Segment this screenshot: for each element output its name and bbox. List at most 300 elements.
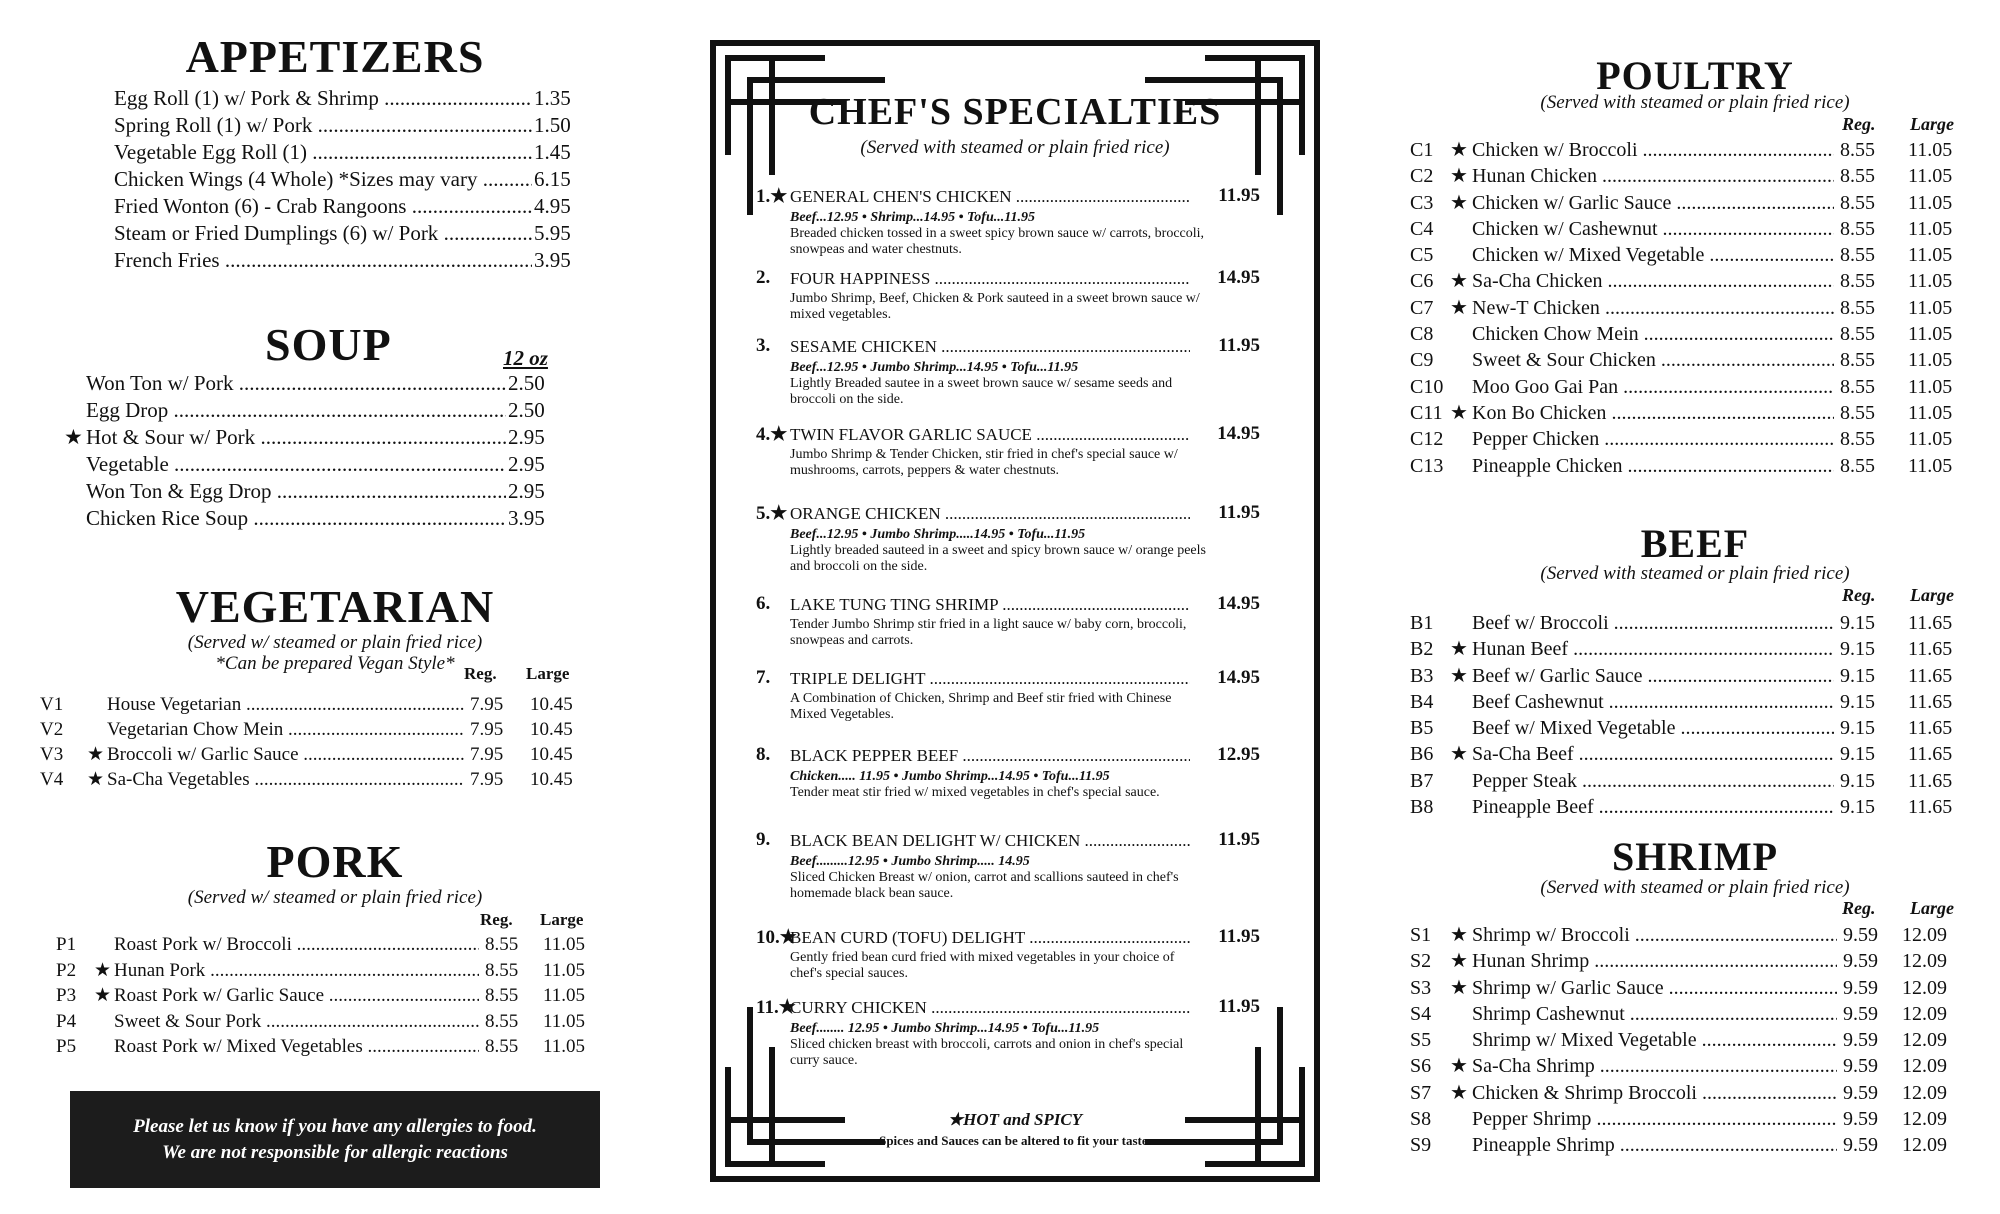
poultry-item-name: Moo Goo Gai Pan .....	[1472, 374, 1834, 400]
pork-item-large: 11.05	[543, 959, 586, 981]
appetizers-item	[114, 112, 572, 139]
poultry-item-reg: 8.55	[1840, 217, 1875, 240]
poultry-item-code: C4	[1410, 217, 1434, 240]
beef-item-reg: 9.15	[1840, 612, 1875, 634]
shrimp-item-reg: 9.59	[1843, 1055, 1878, 1078]
shrimp-item-reg: 9.59	[1843, 1134, 1878, 1157]
beef-item	[1410, 610, 1970, 636]
poultry-item-name: Chicken w/ Broccoli .....	[1472, 137, 1834, 163]
shrimp-item	[1410, 922, 1970, 948]
appetizers-item-price: 1.50	[534, 113, 571, 137]
beef-item	[1410, 794, 1970, 820]
poultry-list	[1410, 137, 1970, 479]
beef-item-large: 11.65	[1908, 664, 1953, 687]
appetizers-item-price: 4.95	[534, 194, 571, 218]
shrimp-item-large: 12.09	[1902, 1029, 1947, 1052]
shrimp-subtitle: (Served with steamed or plain fried rice)	[1540, 877, 1850, 898]
poultry-item-large: 11.05	[1908, 165, 1953, 188]
vegetarian-item	[40, 742, 585, 767]
soup-list	[64, 370, 559, 532]
poultry-item-code: C13	[1410, 454, 1444, 477]
soup-item-price: 2.95	[508, 425, 545, 449]
specialty-name: LAKE TUNG TING SHRIMP .....	[790, 595, 1190, 615]
poultry-item	[1410, 321, 1970, 347]
poultry-item-large: 11.05	[1908, 270, 1953, 293]
poultry-item-name: Pepper Chicken .....	[1472, 426, 1834, 452]
poultry-item-reg: 8.55	[1840, 349, 1875, 372]
shrimp-item-name: Pepper Shrimp .....	[1472, 1106, 1837, 1132]
pork-item-code: P2	[56, 959, 77, 981]
beef-item-code: B4	[1410, 690, 1434, 713]
poultry-item-reg: 8.55	[1840, 165, 1875, 188]
specialty-price: 11.95	[1214, 829, 1260, 851]
specialty-variants: Beef...12.95 • Shrimp...14.95 • Tofu...11.95	[790, 210, 1035, 225]
shrimp-item	[1410, 1080, 1970, 1106]
pork-item	[56, 958, 601, 984]
specialty-title-row	[756, 996, 1260, 1020]
specialty-title-row	[756, 423, 1260, 447]
shrimp-item-large: 12.09	[1902, 1081, 1947, 1104]
specialty-name: BEAN CURD (TOFU) DELIGHT .....	[790, 928, 1190, 948]
beef-list	[1410, 610, 1970, 820]
pork-item-code: P3	[56, 985, 77, 1006]
specialty-description: Tender meat stir fried w/ mixed vegetables in chef's special sauce.	[790, 785, 1160, 800]
poultry-item-large: 11.05	[1908, 139, 1953, 161]
specialty-price: 14.95	[1213, 267, 1260, 289]
specialty-price: 11.95	[1214, 926, 1260, 948]
vegetarian-item	[40, 767, 585, 792]
specialty-item	[756, 667, 1260, 723]
beef-item	[1410, 689, 1970, 715]
shrimp-item-name: Shrimp w/ Mixed Vegetable .....	[1472, 1027, 1837, 1053]
shrimp-reg-header: Reg.	[1842, 898, 1876, 918]
appetizers-title: APPETIZERS	[185, 31, 485, 82]
shrimp-item-code: S8	[1410, 1108, 1432, 1131]
hot-spicy-star-icon: ★	[1450, 270, 1468, 293]
specialty-number: 8.	[756, 744, 771, 765]
beef-item	[1410, 636, 1970, 662]
pork-item-large: 11.05	[543, 1010, 586, 1032]
specialty-name: BLACK PEPPER BEEF .....	[790, 746, 1190, 766]
soup-item-name: Hot & Sour w/ Pork .....	[86, 424, 506, 450]
shrimp-item-large: 12.09	[1902, 1002, 1947, 1025]
poultry-item-large: 11.05	[1908, 349, 1953, 372]
hot-spicy-star-icon: ★	[1450, 191, 1468, 214]
specialty-name: TWIN FLAVOR GARLIC SAUCE .....	[790, 425, 1190, 445]
specialty-price: 11.95	[1214, 335, 1260, 357]
poultry-reg-header: Reg.	[1842, 114, 1876, 134]
soup-item	[86, 478, 559, 505]
vegetarian-item-name: House Vegetarian .....	[107, 692, 464, 718]
appetizers-item-price: 1.35	[534, 86, 571, 110]
hot-spicy-star-icon: ★	[1450, 976, 1468, 999]
specialty-description: Lightly Breaded sautee in a sweet brown sauce w/ sesame seeds and broccoli on the side.	[790, 376, 1173, 407]
hot-spicy-star-icon: ★	[1450, 638, 1468, 661]
shrimp-item-reg: 9.59	[1843, 924, 1878, 946]
pork-item-name: Roast Pork w/ Mixed Vegetables .....	[114, 1034, 479, 1060]
vegetarian-item-reg: 7.95	[470, 744, 504, 765]
pork-item-large: 11.05	[543, 934, 586, 955]
pork-item-large: 11.05	[543, 1036, 586, 1057]
appetizers-item-name: French Fries .....	[114, 247, 532, 273]
beef-item-name: Hunan Beef .....	[1472, 636, 1834, 662]
poultry-item-large: 11.05	[1908, 191, 1953, 214]
vegetarian-list	[40, 692, 585, 792]
shrimp-item-name: Shrimp Cashewnut .....	[1472, 1001, 1837, 1027]
beef-item-large: 11.65	[1908, 612, 1953, 634]
specialty-variants: Beef.........12.95 • Jumbo Shrimp..... 14.95	[790, 854, 1030, 869]
appetizers-item-price: 5.95	[534, 221, 571, 245]
soup-item-price: 3.95	[508, 506, 545, 530]
vegetarian-item-name: Vegetarian Chow Mein .....	[107, 717, 464, 743]
poultry-item-code: C5	[1410, 244, 1434, 267]
specialty-description: Gently fried bean curd fried with mixed vegetables in your choice of chef's special sauces.	[790, 950, 1175, 981]
shrimp-item	[1410, 948, 1970, 974]
hot-spicy-star-icon: ★	[1450, 401, 1468, 424]
specialty-description: Lightly breaded sauteed in a sweet and spicy brown sauce w/ orange peels and broccoli on the side.	[790, 543, 1206, 574]
beef-item-reg: 9.15	[1840, 796, 1875, 819]
pork-item-name: Hunan Pork .....	[114, 958, 479, 984]
shrimp-title: SHRIMP	[1612, 834, 1778, 879]
vegetarian-item-reg: 7.95	[470, 719, 504, 740]
shrimp-item-large: 12.09	[1902, 976, 1947, 999]
poultry-item-name: Chicken w/ Mixed Vegetable .....	[1472, 242, 1834, 268]
poultry-item-code: C10	[1410, 375, 1444, 398]
shrimp-item-name: Sa-Cha Shrimp .....	[1472, 1053, 1837, 1079]
specialty-title-row	[756, 829, 1260, 853]
specialty-title-row	[756, 335, 1260, 359]
soup-item-name: Vegetable .....	[86, 451, 506, 477]
shrimp-item-reg: 9.59	[1843, 976, 1878, 999]
appetizers-list	[114, 85, 572, 274]
hot-spicy-star-icon: ★	[87, 744, 105, 765]
specialty-number: 11.★	[756, 997, 796, 1018]
specialty-item	[756, 593, 1260, 649]
specialty-title-row	[756, 667, 1260, 691]
specialty-price: 11.95	[1214, 996, 1260, 1018]
hot-spicy-legend: ★HOT and SPICY	[947, 1110, 1083, 1129]
shrimp-list	[1410, 922, 1970, 1159]
poultry-item-reg: 8.55	[1840, 139, 1875, 161]
poultry-item-reg: 8.55	[1840, 296, 1875, 319]
poultry-item-reg: 8.55	[1840, 191, 1875, 214]
appetizers-item-name: Fried Wonton (6) - Crab Rangoons .....	[114, 193, 532, 219]
vegetarian-subtitle: (Served w/ steamed or plain fried rice)	[187, 632, 483, 653]
specialty-title-row	[756, 926, 1260, 950]
vegetarian-item-name: Sa-Cha Vegetables .....	[107, 767, 464, 793]
shrimp-item-large: 12.09	[1902, 1134, 1947, 1157]
shrimp-large-header: Large	[1910, 898, 1954, 918]
poultry-item	[1410, 268, 1970, 294]
appetizers-item-name: Vegetable Egg Roll (1) .....	[114, 139, 532, 165]
soup-item-price: 2.95	[508, 452, 545, 476]
poultry-item-code: C9	[1410, 349, 1434, 372]
specialty-item	[756, 267, 1260, 323]
specialty-number: 2.	[756, 267, 771, 288]
beef-item	[1410, 768, 1970, 794]
hot-spicy-star-icon: ★	[1450, 296, 1468, 319]
specialty-variants: Beef...12.95 • Jumbo Shrimp.....14.95 • Tofu...11.95	[790, 527, 1086, 542]
hot-spicy-star-icon: ★	[1450, 924, 1468, 946]
pork-item	[56, 983, 601, 1009]
pork-item	[56, 932, 601, 958]
specialty-description: Tender Jumbo Shrimp stir fried in a light sauce w/ baby corn, broccoli, snowpeas and carrots.	[790, 617, 1187, 648]
pork-title: PORK	[266, 836, 404, 887]
beef-reg-header: Reg.	[1842, 585, 1876, 605]
hot-spicy-star-icon: ★	[94, 959, 112, 981]
vegetarian-item-large: 10.45	[530, 744, 573, 765]
poultry-item-code: C6	[1410, 270, 1434, 293]
poultry-item-large: 11.05	[1908, 217, 1953, 240]
specialty-name: SESAME CHICKEN .....	[790, 337, 1190, 357]
appetizers-item-name: Chicken Wings (4 Whole) *Sizes may vary .....	[114, 166, 532, 192]
vegetarian-item-code: V4	[40, 769, 64, 790]
vegetarian-item-code: V1	[40, 694, 64, 715]
specialty-item	[756, 996, 1260, 1069]
poultry-item	[1410, 163, 1970, 189]
beef-item-name: Beef w/ Broccoli .....	[1472, 610, 1834, 636]
appetizers-item	[114, 166, 572, 193]
beef-item-name: Beef Cashewnut .....	[1472, 689, 1834, 715]
shrimp-item	[1410, 1106, 1970, 1132]
pork-subtitle: (Served w/ steamed or plain fried rice)	[187, 887, 483, 908]
specialty-number: 3.	[756, 335, 771, 356]
beef-item-reg: 9.15	[1840, 638, 1875, 661]
poultry-item-large: 11.05	[1908, 401, 1953, 424]
shrimp-item	[1410, 1132, 1970, 1158]
beef-item-code: B7	[1410, 769, 1434, 792]
shrimp-item-name: Shrimp w/ Garlic Sauce .....	[1472, 975, 1837, 1001]
beef-item-name: Sa-Cha Beef .....	[1472, 741, 1834, 767]
specialty-price: 14.95	[1213, 423, 1260, 445]
hot-spicy-star-icon: ★	[87, 769, 105, 790]
vegetarian-item	[40, 692, 585, 717]
beef-item-reg: 9.15	[1840, 690, 1875, 713]
vegetarian-item-code: V3	[40, 744, 64, 765]
beef-item-reg: 9.15	[1840, 769, 1875, 792]
poultry-item-name: Chicken w/ Garlic Sauce .....	[1472, 190, 1834, 216]
beef-item-code: B6	[1410, 743, 1434, 766]
poultry-item-code: C1	[1410, 139, 1434, 161]
appetizers-item-price: 3.95	[534, 248, 571, 272]
pork-item-large: 11.05	[543, 985, 586, 1006]
specialties-title: CHEF'S SPECIALTIES	[808, 91, 1222, 133]
hot-spicy-star-icon: ★	[1450, 664, 1468, 687]
poultry-item-reg: 8.55	[1840, 375, 1875, 398]
poultry-item-large: 11.05	[1908, 323, 1953, 346]
beef-item-reg: 9.15	[1840, 743, 1875, 766]
poultry-item	[1410, 190, 1970, 216]
beef-item-large: 11.65	[1908, 769, 1953, 792]
specialty-number: 10.★	[756, 927, 797, 948]
specialty-number: 1.★	[756, 186, 788, 207]
shrimp-item	[1410, 975, 1970, 1001]
soup-item-name: Won Ton & Egg Drop .....	[86, 478, 506, 504]
pork-item-name: Roast Pork w/ Broccoli .....	[114, 932, 479, 958]
vegetarian-item-name: Broccoli w/ Garlic Sauce .....	[107, 742, 464, 768]
beef-item-name: Beef w/ Mixed Vegetable .....	[1472, 715, 1834, 741]
beef-item	[1410, 715, 1970, 741]
specialty-description: Breaded chicken tossed in a sweet spicy brown sauce w/ carrots, broccoli, snowpeas and water chestnuts.	[790, 226, 1205, 257]
vegetarian-vegan-note: *Can be prepared Vegan Style*	[215, 653, 455, 674]
poultry-item-name: Hunan Chicken .....	[1472, 163, 1834, 189]
shrimp-item-code: S4	[1410, 1002, 1432, 1025]
pork-item-name: Sweet & Sour Pork .....	[114, 1009, 479, 1035]
poultry-subtitle: (Served with steamed or plain fried rice)	[1540, 92, 1850, 113]
specialty-item	[756, 926, 1260, 982]
shrimp-item-code: S9	[1410, 1134, 1432, 1157]
shrimp-item-code: S3	[1410, 976, 1432, 999]
specialty-name: CURRY CHICKEN .....	[790, 998, 1190, 1018]
vegetarian-item-large: 10.45	[530, 769, 573, 790]
pork-list	[56, 932, 601, 1060]
poultry-item-large: 11.05	[1908, 296, 1953, 319]
poultry-item-name: Chicken Chow Mein .....	[1472, 321, 1834, 347]
specialty-name: FOUR HAPPINESS .....	[790, 269, 1190, 289]
shrimp-item-name: Chicken & Shrimp Broccoli .....	[1472, 1080, 1837, 1106]
specialty-item	[756, 185, 1260, 258]
specialty-number: 4.★	[756, 424, 788, 445]
beef-item-large: 11.65	[1908, 638, 1953, 661]
shrimp-item-reg: 9.59	[1843, 1002, 1878, 1025]
shrimp-item	[1410, 1027, 1970, 1053]
soup-item-name: Won Ton w/ Pork .....	[86, 370, 506, 396]
pork-reg-header: Reg.	[480, 910, 513, 929]
pork-item-name: Roast Pork w/ Garlic Sauce .....	[114, 983, 479, 1009]
soup-title: SOUP	[265, 319, 392, 370]
shrimp-item-name: Pineapple Shrimp .....	[1472, 1132, 1837, 1158]
pork-large-header: Large	[540, 910, 584, 929]
specialty-price: 11.95	[1214, 502, 1260, 524]
vegetarian-item-reg: 7.95	[470, 769, 504, 790]
shrimp-item-reg: 9.59	[1843, 1108, 1878, 1131]
hot-spicy-star-icon: ★	[94, 985, 112, 1006]
appetizers-item-price: 6.15	[534, 167, 571, 191]
poultry-item-name: Kon Bo Chicken .....	[1472, 400, 1834, 426]
poultry-item	[1410, 453, 1970, 479]
soup-item-price: 2.50	[508, 371, 545, 395]
vegetarian-item	[40, 717, 585, 742]
poultry-item-reg: 8.55	[1840, 454, 1875, 477]
specialty-variants: Beef...12.95 • Jumbo Shrimp...14.95 • Tofu...11.95	[790, 360, 1079, 375]
poultry-item	[1410, 242, 1970, 268]
poultry-item-code: C7	[1410, 296, 1434, 319]
pork-item-code: P1	[56, 934, 77, 955]
soup-item	[86, 397, 559, 424]
beef-item-code: B3	[1410, 664, 1434, 687]
appetizers-item	[114, 193, 572, 220]
pork-item-reg: 8.55	[485, 985, 519, 1006]
beef-item-large: 11.65	[1908, 717, 1953, 740]
vegetarian-item-large: 10.45	[530, 694, 573, 715]
appetizers-item	[114, 220, 572, 247]
specialty-name: GENERAL CHEN'S CHICKEN .....	[790, 187, 1190, 207]
vegetarian-large-header: Large	[526, 664, 570, 683]
pork-item-reg: 8.55	[485, 1036, 519, 1057]
soup-item-price: 2.50	[508, 398, 545, 422]
poultry-item-name: Sweet & Sour Chicken .....	[1472, 347, 1834, 373]
shrimp-item-large: 12.09	[1902, 950, 1947, 973]
beef-large-header: Large	[1910, 585, 1954, 605]
vegetarian-item-code: V2	[40, 719, 64, 740]
soup-item	[86, 505, 559, 532]
beef-subtitle: (Served with steamed or plain fried rice)	[1540, 563, 1850, 584]
hot-spicy-star-icon: ★	[1450, 139, 1468, 161]
poultry-item-large: 11.05	[1908, 375, 1953, 398]
soup-item	[86, 451, 559, 478]
shrimp-item-code: S7	[1410, 1081, 1432, 1104]
shrimp-item	[1410, 1001, 1970, 1027]
specialty-name: ORANGE CHICKEN .....	[790, 504, 1190, 524]
shrimp-item-name: Shrimp w/ Broccoli .....	[1472, 922, 1837, 948]
poultry-item-reg: 8.55	[1840, 428, 1875, 451]
pork-item	[56, 1034, 601, 1060]
poultry-item-name: New-T Chicken .....	[1472, 295, 1834, 321]
specialty-title-row	[756, 593, 1260, 617]
pork-item-code: P4	[56, 1010, 77, 1032]
specialty-number: 7.	[756, 667, 771, 688]
specialty-item	[756, 829, 1260, 902]
specialty-price: 12.95	[1213, 744, 1260, 766]
beef-item	[1410, 741, 1970, 767]
appetizers-item	[114, 85, 572, 112]
specialty-title-row	[756, 744, 1260, 768]
beef-item-large: 11.65	[1908, 690, 1953, 713]
poultry-item	[1410, 347, 1970, 373]
shrimp-item-code: S5	[1410, 1029, 1432, 1052]
vegetarian-item-large: 10.45	[530, 719, 573, 740]
poultry-item-name: Pineapple Chicken .....	[1472, 453, 1834, 479]
soup-item-name: Egg Drop .....	[86, 397, 506, 423]
pork-item-reg: 8.55	[485, 1010, 519, 1032]
appetizers-item-price: 1.45	[534, 140, 571, 164]
specialty-description: Sliced chicken breast with broccoli, carrots and onion in chef's special curry sauce.	[790, 1037, 1184, 1068]
shrimp-item-reg: 9.59	[1843, 950, 1878, 973]
beef-item-name: Pineapple Beef .....	[1472, 794, 1834, 820]
hot-spicy-star-icon: ★	[1450, 1081, 1468, 1104]
beef-title: BEEF	[1640, 521, 1750, 566]
specialty-description: Jumbo Shrimp, Beef, Chicken & Pork sauteed in a sweet brown sauce w/ mixed vegetables.	[790, 291, 1200, 322]
poultry-item-reg: 8.55	[1840, 270, 1875, 293]
allergy-line-1: Please let us know if you have any allergies to food.	[133, 1115, 537, 1137]
shrimp-item-large: 12.09	[1902, 1055, 1947, 1078]
beef-item-large: 11.65	[1908, 796, 1953, 819]
shrimp-item-name: Hunan Shrimp .....	[1472, 948, 1837, 974]
beef-item-code: B8	[1410, 796, 1434, 819]
poultry-item-large: 11.05	[1908, 244, 1953, 267]
shrimp-item-code: S6	[1410, 1055, 1432, 1078]
shrimp-item-reg: 9.59	[1843, 1029, 1878, 1052]
specialty-description: Jumbo Shrimp & Tender Chicken, stir fried in chef's special sauce w/ mushrooms, carrots, peppers & water chestnuts.	[790, 447, 1178, 478]
poultry-item	[1410, 216, 1970, 242]
poultry-item	[1410, 137, 1970, 163]
poultry-item	[1410, 295, 1970, 321]
beef-item-reg: 9.15	[1840, 717, 1875, 740]
beef-item-code: B5	[1410, 717, 1434, 740]
poultry-large-header: Large	[1910, 114, 1954, 134]
specialty-item	[756, 335, 1260, 408]
beef-item-code: B1	[1410, 612, 1434, 634]
beef-item-code: B2	[1410, 638, 1434, 661]
hot-spicy-star-icon: ★	[1450, 743, 1468, 766]
vegetarian-reg-header: Reg.	[464, 664, 497, 683]
poultry-item-reg: 8.55	[1840, 401, 1875, 424]
poultry-title: POULTRY	[1596, 53, 1794, 98]
soup-size-label: 12 oz	[503, 346, 548, 370]
hot-spicy-star-icon: ★	[1450, 165, 1468, 188]
specialty-title-row	[756, 502, 1260, 526]
soup-item-name: Chicken Rice Soup .....	[86, 505, 506, 531]
